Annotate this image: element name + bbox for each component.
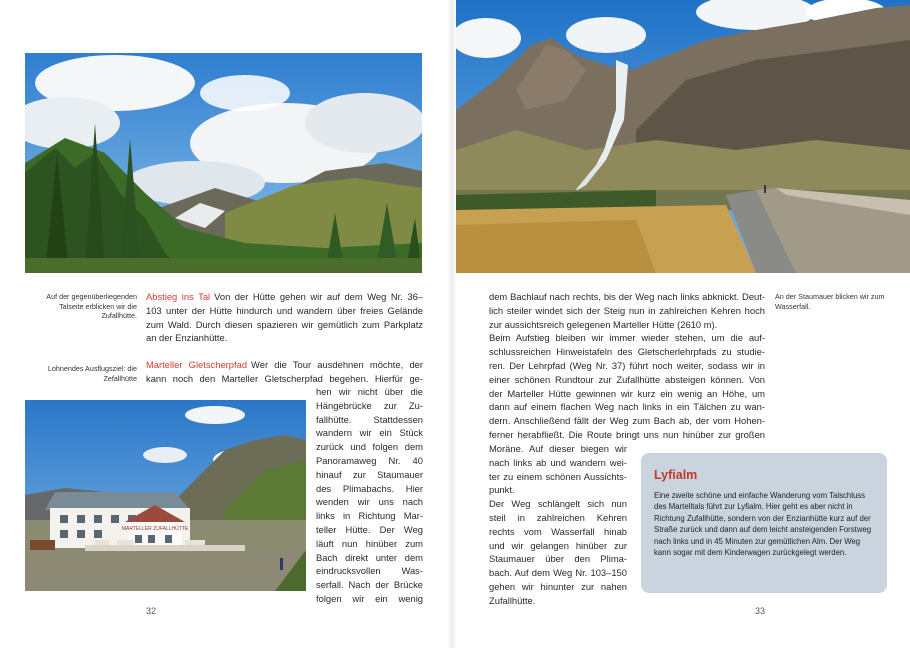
right-narrow-line: bach. Auf dem Weg Nr. 103–150 bbox=[489, 567, 627, 579]
right-narrow-text bbox=[489, 442, 627, 608]
right-line: zur aussichtsreich gelegenen Marteller Hütte (2610 m). bbox=[489, 318, 718, 330]
right-narrow-line: Moräne. Auf dieser biegen wir bbox=[489, 443, 627, 454]
caption-right-photo bbox=[775, 292, 887, 311]
waterfall-dam-photo bbox=[456, 0, 910, 273]
section2-line-1 bbox=[146, 358, 423, 372]
right-line: dann auf einem flachen Weg nach links in ein Tälchen zu wan- bbox=[489, 401, 765, 413]
right-line: dem Bachlauf nach rechts, bis der Weg nach links abknickt. Deut- bbox=[489, 291, 765, 302]
right-narrow-line: punkt. bbox=[489, 484, 515, 496]
section2-narrow-line: hen wir nicht über die bbox=[316, 386, 423, 397]
section2-narrow-line: Bach direkt unter dem bbox=[316, 551, 423, 563]
right-line: ferner herabfließt. Die Route bringt uns nun hinüber zur großen bbox=[489, 428, 765, 440]
right-narrow-line: Staumauer über den Plima- bbox=[489, 553, 627, 565]
page-number-right: 33 bbox=[755, 606, 766, 616]
right-line: dern. Anschließend fällt der Weg zum Bach ab, der vom Hohen- bbox=[489, 415, 765, 427]
right-narrow-line: ter zu einem schönen Aussichts- bbox=[489, 470, 627, 482]
right-main-text bbox=[489, 290, 765, 442]
section1-line-1-text: Von der Hütte gehen wir auf dem Weg Nr. 36– bbox=[214, 291, 424, 302]
right-narrow-line: steil in zahlreichen Kehren bbox=[489, 511, 627, 523]
caption-upper-photo bbox=[25, 292, 137, 321]
section2-narrow-line: wandern wir ein Stück bbox=[316, 427, 423, 439]
infobox-text: Eine zweite schöne und einfache Wanderung vom Talschluss des Martelltals führt zur Lyfialm. Hier geht es aber nicht in Richtung Zufallhütte, sondern von der Enzianhütte kurz auf der Straße zurück und dann auf dem leicht ansteigenden Forstweg nach links und in 45 Minuten zur gemütlichen Alm. Der Weg kann sogar mit dem Kinderwagen zurückgelegt werden. bbox=[654, 491, 872, 558]
section1-line-3: zum Wald. Durch diesen spazieren wir gemütlich zum Parkplatz bbox=[146, 318, 423, 330]
right-narrow-line: Der Weg schlängelt sich nun bbox=[489, 498, 627, 510]
section2-narrow-line: fallhütte. Stattdessen bbox=[316, 413, 423, 425]
caption-lower-text: Lohnendes Ausflugsziel: die Zefallhütte bbox=[47, 364, 137, 383]
right-line: schlussreichen Hinweistafeln des Gletscherlehrpfads zu studie- bbox=[489, 346, 765, 358]
section2-narrow-line: wenden wir uns nach bbox=[316, 496, 423, 508]
section2-narrow-line: Panoramaweg Nr. 40 bbox=[316, 454, 423, 466]
lyfialm-infobox bbox=[641, 453, 887, 593]
section-abstieg-ins-tal bbox=[146, 290, 423, 345]
section2-narrow-line: teller Hütte. Der Weg bbox=[316, 523, 423, 535]
section2-narrow-line: eindrucksvollen Was- bbox=[316, 565, 423, 577]
section2-narrow-line: hinauf zur Staumauer bbox=[316, 468, 423, 480]
infobox-title: Lyfialm bbox=[654, 468, 698, 482]
section1-line-2: 103 unter der Hütte hindurch und wandern über freies Gelände bbox=[146, 304, 423, 316]
right-narrow-line: nach links ab und wandern wei- bbox=[489, 456, 627, 468]
section2-narrow-column bbox=[316, 385, 423, 606]
section2-narrow-line: folgen wir ein wenig bbox=[316, 592, 423, 604]
right-narrow-line: gehen wir hinunter zur nahen bbox=[489, 580, 627, 592]
right-line: lich steiler windet sich der Steig nun in zahlreichen Kehren hoch bbox=[489, 304, 765, 316]
right-line: einer schönen Rundtour zur Zufallhütte absteigen können. Von bbox=[489, 373, 765, 385]
page-number-left: 32 bbox=[146, 606, 157, 616]
right-line: der Marteller Hütte gewinnen wir kurz ein wenig an Höhe, um bbox=[489, 387, 765, 399]
right-line: Beim Aufstieg bleiben wir immer wieder stehen, um die auf- bbox=[489, 332, 765, 344]
right-narrow-line: Zufallhütte. bbox=[489, 594, 536, 606]
right-narrow-line: rechts vom Wasserfall hinab bbox=[489, 525, 627, 537]
section2-narrow-line: links in Richtung Mar- bbox=[316, 510, 423, 522]
right-line: ren. Der Lehrpfad (Weg Nr. 37) führt noch weiter, sodass wir in bbox=[489, 359, 765, 371]
caption-lower-photo bbox=[25, 364, 137, 383]
section2-line-1-text: Wer die Tour ausdehnen möchte, der bbox=[251, 359, 423, 370]
section2-narrow-line: Hängebrücke zur Zu- bbox=[316, 399, 423, 411]
hut-sign-text: MARTELLER ZUFALLHÜTTE bbox=[121, 526, 189, 532]
section2-line-2: kann noch den Marteller Gletscherpfad begehen. Hierfür ge- bbox=[146, 372, 423, 384]
section1-line-1 bbox=[146, 290, 423, 304]
section2-narrow-line: des Plimabachs. Hier bbox=[316, 482, 423, 494]
valley-forest-photo bbox=[25, 53, 422, 273]
caption-upper-text: Auf der gegenüberliegenden Talseite erblicken wir die Zufallhütte. bbox=[46, 292, 137, 320]
section2-narrow-line: serfall. Nach der Brücke bbox=[316, 579, 423, 591]
zufallhuette-photo bbox=[25, 400, 306, 591]
section2-narrow-line: läuft nun hinüber zum bbox=[316, 537, 423, 549]
section-marteller-gletscherpfad bbox=[146, 358, 423, 386]
caption-right-text: An der Staumauer blicken wir zum Wasserfall. bbox=[775, 292, 885, 311]
right-narrow-line: und wir gelangen hinüber zur bbox=[489, 539, 627, 551]
section1-line-4: an der Enzianhütte. bbox=[146, 332, 228, 344]
section1-heading: Abstieg ins Tal bbox=[146, 291, 211, 302]
section2-heading: Marteller Gletscherpfad bbox=[146, 359, 248, 370]
section2-narrow-line: zurück und folgen dem bbox=[316, 441, 423, 453]
